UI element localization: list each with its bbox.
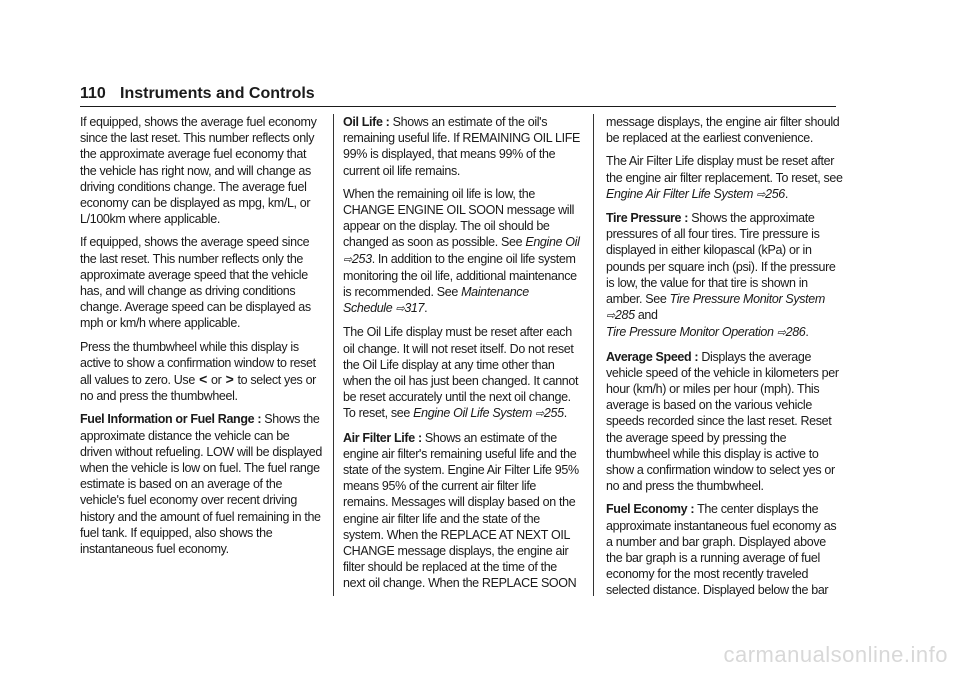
link-tire-pressure-monitor-operation[interactable]: Tire Pressure Monitor Operation: [606, 325, 774, 340]
paragraph-average-speed: If equipped, shows the average speed since the last reset. This number reflects only the approximate average speed that the vehicle has, and will change as driving conditions change. Average speed can be displayed as mph or km/h where applicable.: [80, 235, 311, 331]
page-header: [80, 84, 836, 107]
reset-text-b: to select yes or no and press the thumbwheel.: [80, 373, 316, 404]
text-column-3: [606, 114, 844, 606]
link-maintenance-schedule[interactable]: Maintenance Schedule: [343, 285, 529, 316]
punct: .: [784, 186, 789, 201]
page-ref-number[interactable]: 256: [765, 186, 785, 201]
text-column-1: [80, 114, 324, 564]
oil-life-text: Shows an estimate of the oil's remaining useful life. If REMAINING OIL LIFE 99% is displayed, that means 99% of the current oil life remains.: [343, 115, 580, 178]
oil-low-text-b: . In addition to the engine oil life system monitoring the oil life, additional maintenance is recommended. See: [343, 251, 577, 300]
average-speed-text: Displays the average vehicle speed of the vehicle in kilometers per hour (km/h) or miles per hour (mph). This average is based on the various vehicle speeds recorded since the last reset. Reset the average speed by pressing the thumbwheel while this display is active to show a confirmation window to select yes or no and press the thumbwheel.: [606, 349, 839, 494]
fuel-economy-text: The center displays the approximate instantaneous fuel economy as a number and bar graph. Displayed above the bar graph is a running average of fuel economy for the most recently traveled selected distance. Displayed below the bar: [606, 502, 837, 598]
term-oil-life: Oil Life :: [343, 115, 390, 129]
paragraph-oil-reset: [343, 324, 581, 422]
punct: .: [424, 301, 428, 316]
link-tire-pressure-monitor-system[interactable]: Tire Pressure Monitor System: [669, 292, 825, 307]
column-divider: [333, 114, 334, 596]
link-engine-oil-life-system[interactable]: Engine Oil Life System: [413, 406, 532, 421]
chevron-right-icon: >: [225, 371, 234, 388]
chevron-left-icon: <: [199, 371, 207, 388]
air-filter-text: Shows an estimate of the engine air filter's remaining useful life and the state of the system. Engine Air Filter Life 95% means 95% of the current air filter life remains. Messages will display based on the engine air filter life and the state of the system. When the REPLACE AT NEXT OIL CHANGE message displays, the engine air filter should be replaced at the time of the next oil change. When the REPLACE SOON: [343, 430, 579, 591]
page-ref-arrow-icon: ⇨: [343, 253, 352, 266]
watermark: carmanualsonline.info: [723, 642, 948, 667]
link-engine-oil[interactable]: Engine Oil: [525, 235, 580, 250]
paragraph-air-filter-reset: [606, 153, 844, 203]
chapter-title: Instruments and Controls: [120, 85, 315, 102]
paragraph-average-speed-term: [606, 349, 844, 495]
page-ref-number[interactable]: 317: [404, 301, 425, 316]
page-ref-arrow-icon: ⇨: [756, 188, 766, 201]
term-fuel-range: Fuel Information or Fuel Range :: [80, 412, 262, 427]
term-fuel-economy: Fuel Economy :: [606, 502, 695, 517]
reset-text-a: Press the thumbwheel while this display is active to show a confirmation window to reset all values to zero. Use: [80, 339, 316, 388]
air-filter-reset-text: The Air Filter Life display must be reset after the engine air filter replacement. To reset, see: [606, 154, 843, 185]
page-ref-arrow-icon: ⇨: [535, 408, 544, 421]
page-ref-arrow-icon: ⇨: [606, 310, 615, 323]
paragraph-reset-instructions: [80, 339, 324, 405]
and-text: and: [637, 308, 658, 323]
punct: .: [805, 325, 809, 340]
paragraph-oil-low: [343, 186, 581, 318]
paragraph-average-fuel-economy: If equipped, shows the average fuel economy since the last reset. This number reflects only the approximate average fuel economy that the vehicle has right now, and will change as driving conditions change. The average fuel economy can be displayed as mpg, km/L, or L/100km where applicable.: [80, 115, 317, 227]
page-ref-number[interactable]: 285: [614, 308, 635, 323]
term-average-speed: Average Speed :: [606, 349, 699, 364]
term-tire-pressure: Tire Pressure :: [606, 211, 689, 226]
paragraph-fuel-economy: [606, 501, 844, 598]
tire-pressure-text: Shows the approximate pressures of all four tires. Tire pressure is displayed in either kilopascal (kPa) or in pounds per square inch (psi). If the pressure is low, the value for that tire is shown in amber. See: [606, 211, 836, 307]
link-engine-air-filter-life-system[interactable]: Engine Air Filter Life System: [606, 186, 754, 201]
page-ref-number[interactable]: 255: [543, 406, 564, 421]
page-ref-number[interactable]: 253: [351, 251, 372, 266]
paragraph-air-filter-continued: message displays, the engine air filter should be replaced at the earliest convenience.: [606, 115, 840, 146]
paragraph-tire-pressure: [606, 210, 844, 342]
page-number: 110: [80, 85, 106, 102]
oil-low-text-a: When the remaining oil life is low, the CHANGE ENGINE OIL SOON message will appear on the display. The oil should be changed as soon as possible. See: [343, 186, 575, 250]
paragraph-air-filter-life: [343, 430, 581, 592]
column-divider: [593, 114, 594, 596]
term-air-filter-life: Air Filter Life :: [343, 430, 422, 445]
page-ref-number[interactable]: 286: [785, 325, 806, 340]
oil-reset-text: The Oil Life display must be reset after each oil change. It will not reset itself. Do not reset the Oil Life display at any time other than when the oil has just been changed. It cannot be reset accurately until the next oil change. To reset, see: [343, 325, 579, 421]
page-ref-arrow-icon: ⇨: [776, 327, 786, 340]
fuel-range-text: Shows the approximate distance the vehicle can be driven without refueling. LOW will be displayed when the vehicle is low on fuel. The fuel range estimate is based on an average of the vehicle's fuel economy over recent driving history and the amount of fuel remaining in the fuel tank. If equipped, also shows the instantaneous fuel economy.: [80, 412, 323, 557]
punct: .: [563, 406, 567, 421]
page-ref-arrow-icon: ⇨: [395, 303, 405, 316]
paragraph-fuel-range: [80, 411, 324, 557]
paragraph-oil-life: [343, 114, 581, 179]
text-column-2: [343, 114, 581, 599]
or-text: or: [211, 373, 222, 388]
